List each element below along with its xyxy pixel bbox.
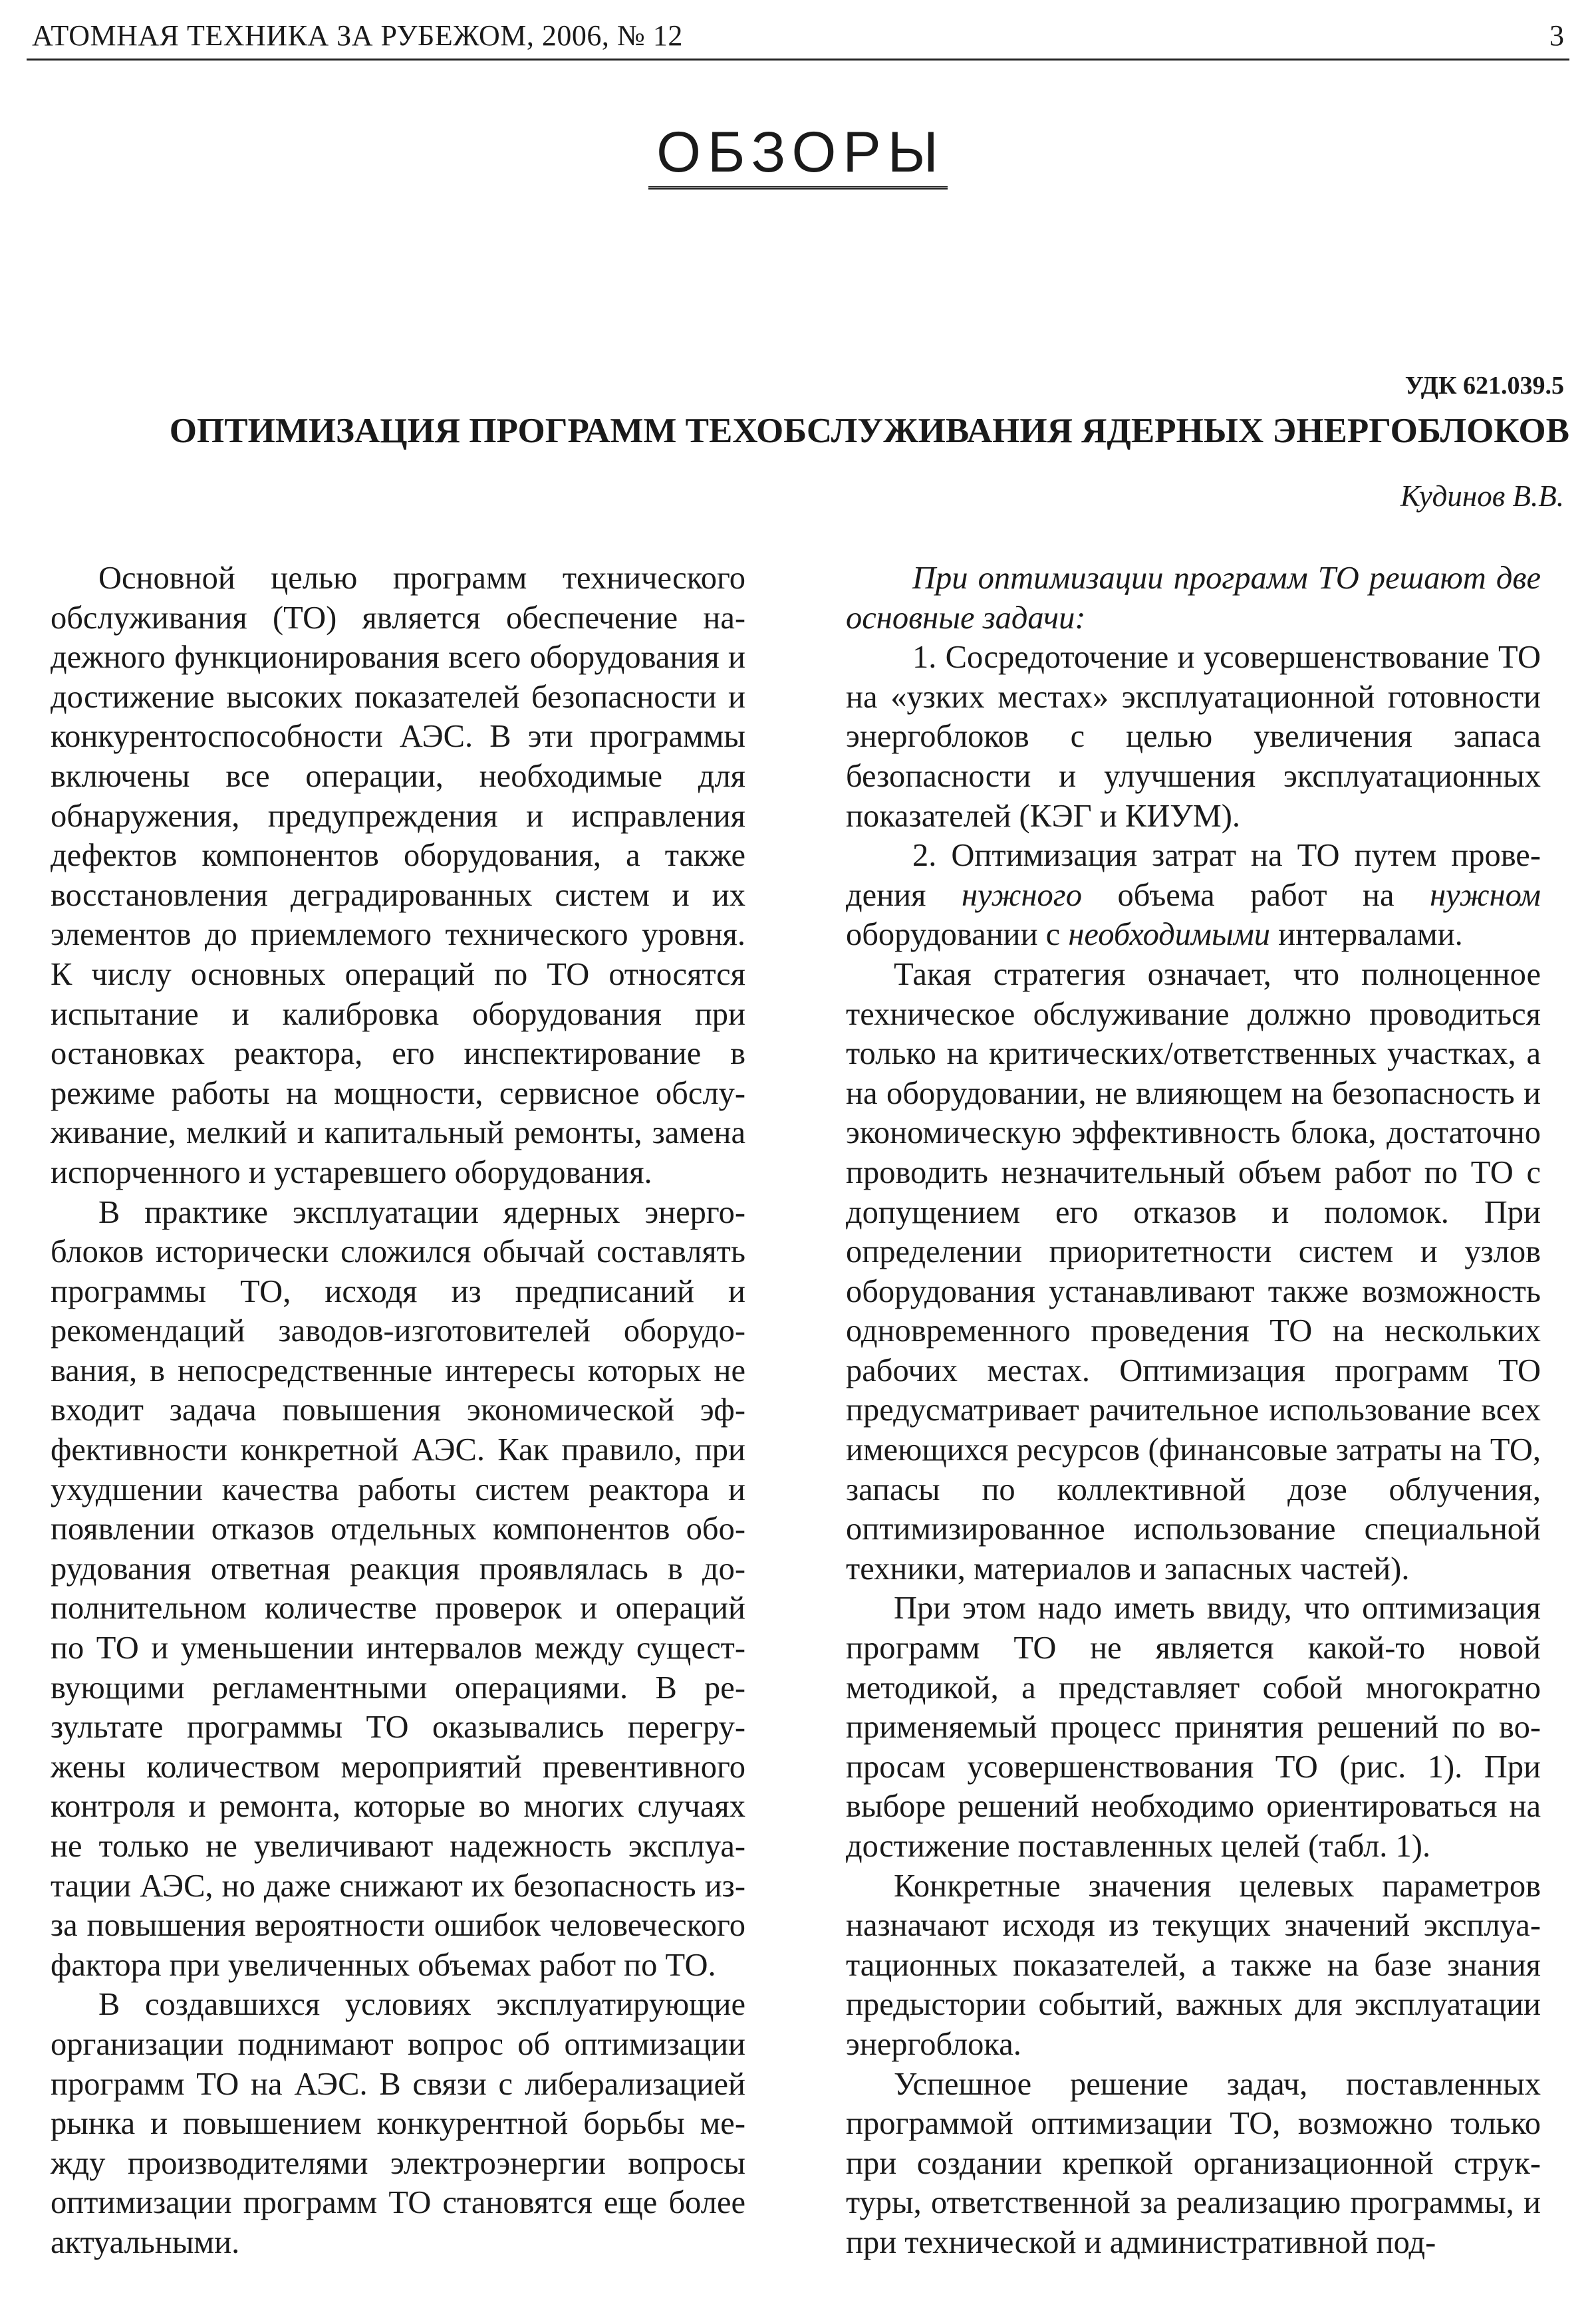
article-author: Кудинов В.В. — [1400, 479, 1564, 513]
task-item-1: 1. Сосредоточение и усовершенствование ТО на «узких местах» эксплуатационной готовности энергоблоков с целью увеличения запаса безопасности и улучшения эксплуатационных показателей (КЭГ и КИУМ). — [846, 640, 1541, 834]
emphasis: нужном — [1430, 877, 1541, 913]
task-text: объема работ на — [1081, 877, 1430, 913]
right-column — [846, 559, 1541, 2263]
tasks-intro: При оптимизации программ ТО решают две основные задачи: — [846, 561, 1541, 636]
section-title: ОБЗОРЫ — [648, 124, 948, 190]
running-head: АТОМНАЯ ТЕХНИКА ЗА РУБЕЖОМ, 2006, № 12 — [32, 19, 683, 52]
paragraph: Основной целью программ технического обслуживания (ТО) является обеспечение надежного функционирования всего оборудования и достижение высоких показателей безопасности и конкурентоспособности АЭС. В эти программы включены все операции, необходимые для обнаружения, предупреждения и исправления дефектов компонентов оборудования, а также восстановления деградированных систем и их элементов до приемлемого технического уровня. К числу основных операций по ТО относятся испытание и калибровка оборудования при остановках реактора, его инспектирование в режиме работы на мощности, сервисное обслуживание, мелкий и капитальный ремонты, замена испорченного и устаревшего оборудования. — [51, 561, 745, 1190]
paragraph: Конкретные значения целевых параметров назначают исходя из текущих значений эксплуатационных показателей, а также на базе знания предыстории событий, важных для эксплуатации энергоблока. — [846, 1868, 1541, 2062]
header-rule — [27, 59, 1569, 61]
task-item-2 — [846, 836, 1541, 955]
paragraph: При этом надо иметь ввиду, что оптимизация программ ТО не является какой-то новой методикой, а представляет собой многократно применяемый процесс принятия решений по вопросам усовершенствования ТО (рис. 1). При выборе решений необходимо ориентироваться на достижение поставленных целей (табл. 1). — [846, 1591, 1541, 1864]
paragraph: В практике эксплуатации ядерных энергоблоков исторически сложился обычай составлять программы ТО, исходя из предписаний и рекомендаций заводов-изготовителей оборудования, в непосредственные интересы которых не входит задача повышения экономической эффективности конкретной АЭС. Как правило, при ухудшении качества работы систем реактора и появлении отказов отдельных компонентов оборудования ответная реакция проявлялась в дополнительном количестве проверок и операций по ТО и уменьшении интервалов между существующими регламентными операциями. В результате программы ТО оказывались перегружены количеством мероприятий превентивного контроля и ремонта, которые во многих случаях не только не увеличивают надежность эксплуатации АЭС, но даже снижают их безопасность из-за повышения вероятности ошибок человеческого фактора при увеличенных объемах работ по ТО. — [51, 1194, 745, 1983]
task-text: оборудовании с — [846, 917, 1069, 953]
paragraph: Такая стратегия означает, что полноценное техническое обслуживание должно проводиться только на критических/ответственных участках, а на оборудовании, не влияющем на безопасность и экономическую эффективность блока, достаточно проводить незначительный объем работ по ТО с допущением его отказов и поломок. При определении приоритетности систем и узлов оборудования устанавливают также возможность одновременного проведения ТО на нескольких рабочих местах. Оптимизация программ ТО предусматривает рачительное использование всех имеющихся ресурсов (финансовые затраты на ТО, запасы по коллективной дозе облучения, оптимизированное использование специальной техники, материалов и запасных частей). — [846, 956, 1541, 1587]
emphasis: нужного — [961, 877, 1082, 913]
task-text: интервалами. — [1270, 917, 1463, 953]
article-title: ОПТИМИЗАЦИЯ ПРОГРАММ ТЕХОБСЛУЖИВАНИЯ ЯДЕРНЫХ ЭНЕРГОБЛОКОВ — [169, 412, 1569, 450]
udc-code: УДК 621.039.5 — [1404, 372, 1564, 400]
page-number: 3 — [1549, 19, 1564, 52]
section-heading — [0, 120, 1596, 190]
emphasis: необходимыми — [1068, 917, 1271, 953]
task-text: 2. Оптимизация затрат на ТО путем проведения — [846, 838, 1541, 913]
paragraph: В создавшихся условиях эксплуатирующие организации поднимают вопрос об оптимизации программ ТО на АЭС. В связи с либерализацией рынка и повышением конкурентной борьбы между производителями электроэнергии вопросы оптимизации программ ТО становятся еще более актуальными. — [51, 1987, 745, 2260]
left-column — [51, 559, 745, 2263]
paragraph: Успешное решение задач, поставленных программой оптимизации ТО, возможно только при создании крепкой организационной структуры, ответственной за реализацию программы, и при технической и административной под- — [846, 2066, 1541, 2260]
